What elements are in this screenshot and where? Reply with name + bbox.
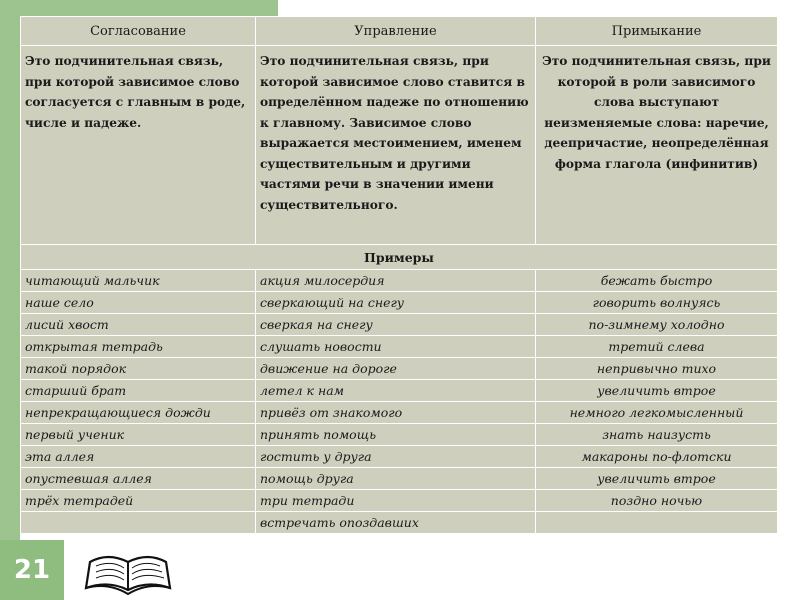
example-agreement: наше село bbox=[21, 292, 256, 314]
sidebar-decoration bbox=[0, 0, 20, 600]
example-row bbox=[21, 402, 778, 424]
example-agreement: читающий мальчик bbox=[21, 270, 256, 292]
example-agreement: такой порядок bbox=[21, 358, 256, 380]
example-government: три тетради bbox=[256, 490, 536, 512]
example-government: слушать новости bbox=[256, 336, 536, 358]
example-row bbox=[21, 468, 778, 490]
example-row bbox=[21, 512, 778, 534]
example-row bbox=[21, 292, 778, 314]
example-row bbox=[21, 314, 778, 336]
example-adjunction: по-зимнему холодно bbox=[536, 314, 778, 336]
example-agreement bbox=[21, 512, 256, 534]
definition-agreement: Это подчинительная связь, при которой зависимое слово согласуется с главным в роде, числе и падеже. bbox=[21, 46, 256, 245]
definition-row bbox=[21, 46, 778, 245]
example-government: движение на дороге bbox=[256, 358, 536, 380]
definition-government: Это подчинительная связь, при которой зависимое слово ставится в определённом падеже по отношению к главному. Зависимое слово выражается местоимением, именем существительным и другими частями речи в значении имени существительного. bbox=[256, 46, 536, 245]
syntax-links-table bbox=[20, 16, 778, 534]
example-government: сверкая на снегу bbox=[256, 314, 536, 336]
example-row bbox=[21, 358, 778, 380]
example-agreement: лисий хвост bbox=[21, 314, 256, 336]
example-agreement: открытая тетрадь bbox=[21, 336, 256, 358]
top-decoration-band bbox=[20, 0, 278, 16]
definition-adjunction: Это подчинительная связь, при которой в роли зависимого слова выступают неизменяемые слова: наречие, деепричастие, неопределённая форма глагола (инфинитив) bbox=[536, 46, 778, 245]
example-agreement: непрекращающиеся дожди bbox=[21, 402, 256, 424]
example-adjunction: макароны по-флотски bbox=[536, 446, 778, 468]
header-agreement: Согласование bbox=[21, 17, 256, 46]
examples-header-row bbox=[21, 245, 778, 270]
example-adjunction: знать наизусть bbox=[536, 424, 778, 446]
example-adjunction: третий слева bbox=[536, 336, 778, 358]
example-adjunction: увеличить втрое bbox=[536, 468, 778, 490]
example-government: принять помощь bbox=[256, 424, 536, 446]
example-agreement: первый ученик bbox=[21, 424, 256, 446]
example-government: сверкающий на снегу bbox=[256, 292, 536, 314]
example-row bbox=[21, 490, 778, 512]
example-government: помощь друга bbox=[256, 468, 536, 490]
example-government: гостить у друга bbox=[256, 446, 536, 468]
header-adjunction: Примыкание bbox=[536, 17, 778, 46]
example-row bbox=[21, 446, 778, 468]
example-agreement: эта аллея bbox=[21, 446, 256, 468]
examples-label: Примеры bbox=[21, 245, 778, 270]
header-government: Управление bbox=[256, 17, 536, 46]
example-government: летел к нам bbox=[256, 380, 536, 402]
example-row bbox=[21, 270, 778, 292]
example-adjunction bbox=[536, 512, 778, 534]
example-government: встречать опоздавших bbox=[256, 512, 536, 534]
example-adjunction: поздно ночью bbox=[536, 490, 778, 512]
example-government: акция милосердия bbox=[256, 270, 536, 292]
header-row bbox=[21, 17, 778, 46]
example-row bbox=[21, 336, 778, 358]
open-book-icon bbox=[84, 548, 172, 596]
example-adjunction: увеличить втрое bbox=[536, 380, 778, 402]
example-row bbox=[21, 424, 778, 446]
example-adjunction: говорить волнуясь bbox=[536, 292, 778, 314]
example-adjunction: бежать быстро bbox=[536, 270, 778, 292]
example-adjunction: непривычно тихо bbox=[536, 358, 778, 380]
slide-number: 21 bbox=[0, 540, 64, 600]
example-row bbox=[21, 380, 778, 402]
example-government: привёз от знакомого bbox=[256, 402, 536, 424]
example-agreement: старший брат bbox=[21, 380, 256, 402]
example-agreement: опустевшая аллея bbox=[21, 468, 256, 490]
example-adjunction: немного легкомысленный bbox=[536, 402, 778, 424]
example-agreement: трёх тетрадей bbox=[21, 490, 256, 512]
